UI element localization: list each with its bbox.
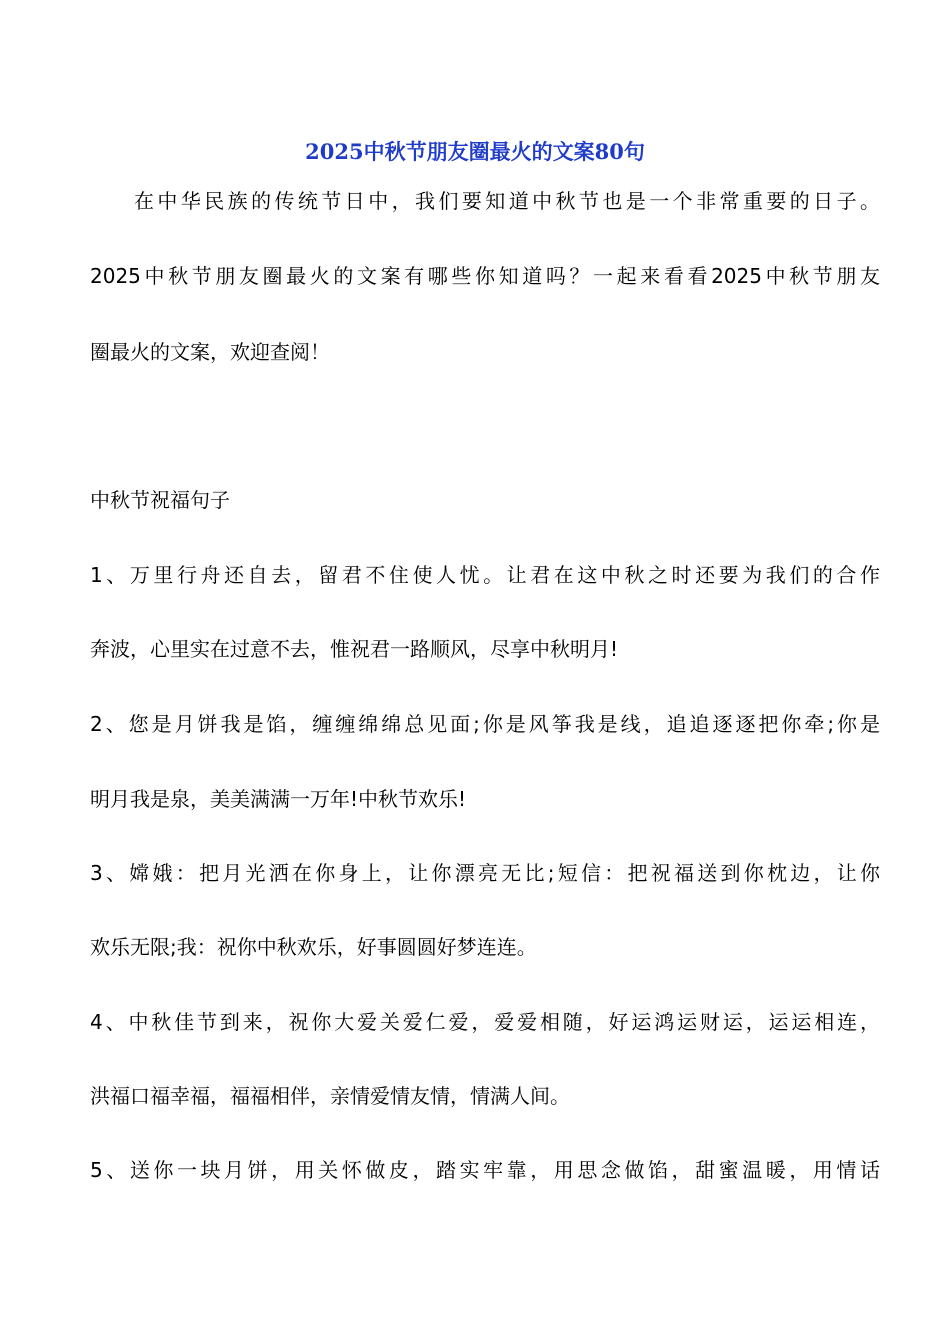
section-heading: 中秋节祝福句子 <box>90 488 230 512</box>
item-3-line-2: 欢乐无限;我：祝你中秋欢乐，好事圆圆好梦连连。 <box>90 935 537 959</box>
item-4-line-1: 4、中秋佳节到来，祝你大爱关爱仁爱，爱爱相随，好运鸿运财运，运运相连， <box>90 1010 880 1034</box>
item-1-line-1: 1、万里行舟还自去，留君不住使人忧。让君在这中秋之时还要为我们的合作 <box>90 563 880 587</box>
document-title: 2025中秋节朋友圈最火的文案80句 <box>305 139 645 164</box>
item-4-line-2: 洪福口福幸福，福福相伴，亲情爱情友情，情满人间。 <box>90 1084 570 1108</box>
item-5-line-1: 5、送你一块月饼，用关怀做皮，踏实牢靠，用思念做馅，甜蜜温暖，用情话 <box>90 1158 880 1182</box>
intro-line-1: 在中华民族的传统节日中，我们要知道中秋节也是一个非常重要的日子。 <box>134 189 880 213</box>
item-2-line-2: 明月我是泉，美美满满一万年!中秋节欢乐! <box>90 787 467 811</box>
intro-line-3: 圈最火的文案，欢迎查阅！ <box>90 340 330 364</box>
intro-line-2: 2025中秋节朋友圈最火的文案有哪些你知道吗？一起来看看2025中秋节朋友 <box>90 264 880 288</box>
item-1-line-2: 奔波，心里实在过意不去，惟祝君一路顺风，尽享中秋明月! <box>90 637 619 661</box>
item-2-line-1: 2、您是月饼我是馅，缠缠绵绵总见面;你是风筝我是线，追追逐逐把你牵;你是 <box>90 712 880 736</box>
item-3-line-1: 3、嫦娥：把月光洒在你身上，让你漂亮无比;短信：把祝福送到你枕边，让你 <box>90 861 880 885</box>
